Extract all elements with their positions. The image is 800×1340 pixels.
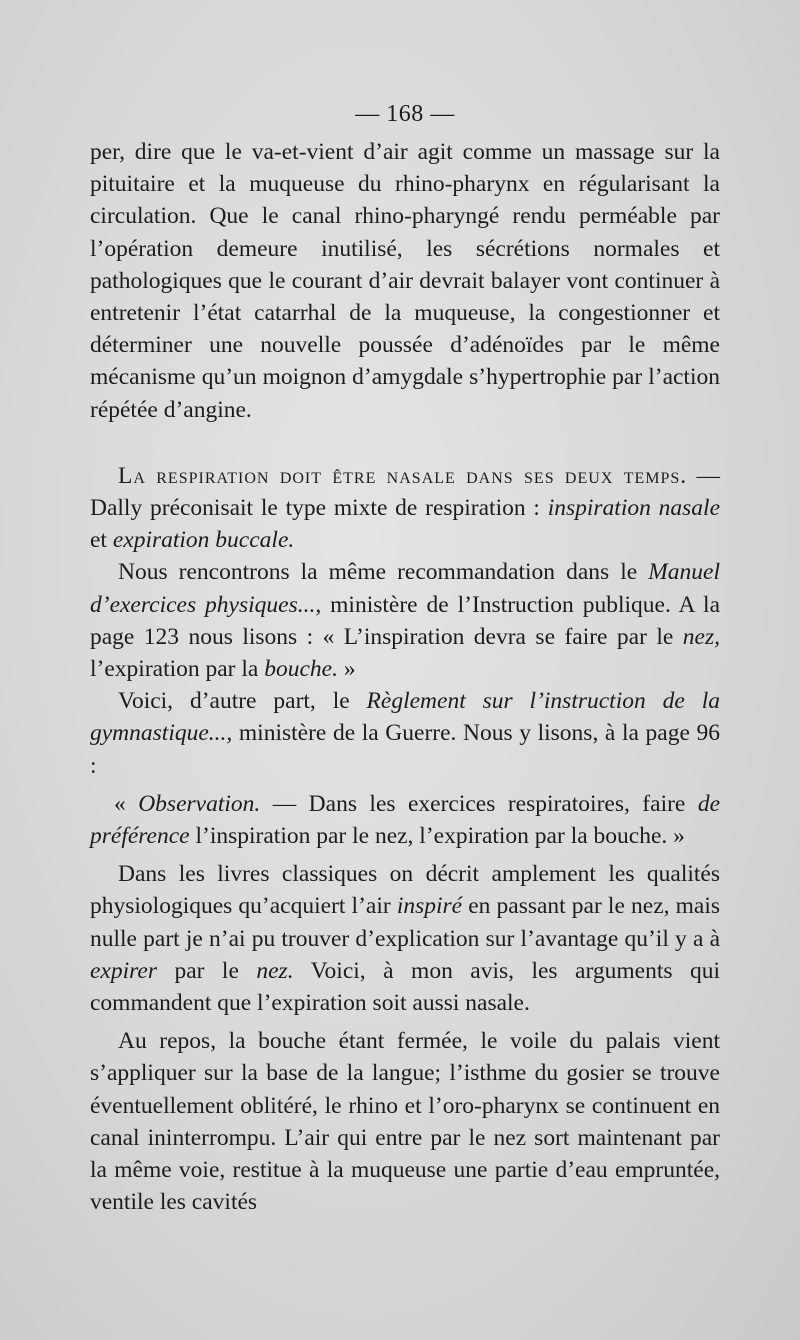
section-heading: La respiration doit être nasale dans ses deux temps. [118, 462, 688, 489]
paragraph-2: La respiration doit être nasale dans ses deux temps. — Dally préconisait le type mixte de respiration : inspiration nasale et expiration buccale. [90, 462, 720, 554]
paragraph-6: Dans les livres classiques on décrit amplement les qualités physiologiques qu’acquiert l’air inspiré en passant par le nez, mais nulle part je n’ai pu trouver d’explication sur l’avantage qu’il y a à expirer par le nez. Voici, à mon avis, les arguments qui commandent que l’expiration soit aussi nasale. [90, 861, 721, 1017]
paragraph-4: Voici, d’autre part, le Règlement sur l’instruction de la gymnastique..., ministère de la Guerre. Nous y lisons, à la page 96 : [90, 688, 720, 779]
page-number: — 168 — [355, 101, 455, 127]
section-gap [90, 426, 720, 460]
paragraph-7: Au repos, la bouche étant fermée, le voile du palais vient s’appliquer sur la base de la langue; l’isthme du gosier se trouve éventuellement oblitéré, le rhino et l’oro-pharynx se continuent en canal ininterrompu. L’air qui entre par le nez sort maintenant par la même voie, restitue à la muqueuse une partie d’eau empruntée, ventile les cavités [90, 1028, 720, 1216]
paragraph-1: per, dire que le va-et-vient d’air agit comme un massage sur la pituitaire et la muqueuse du rhino-pharynx en régularisant la circulation. Que le canal rhino-pharyngé rendu perméable par l’opération demeure inutilisé, les sécrétions normales et pathologiques que le courant d’air devrait balayer vont continuer à entretenir l’état catarrhal de la muqueuse, la congestionner et déterminer une nouvelle poussée d’adénoïdes par le même mécanisme qu’un moignon d’amygdale s’hypertrophie par l’action répétée d’angine. [90, 139, 720, 423]
paragraph-3: Nous rencontrons la même recommandation dans le Manuel d’exercices physiques..., ministère de l’Instruction publique. A la page 123 nous lisons : « L’inspiration devra se faire par le nez, l’expiration par la bouche. » [90, 559, 720, 683]
paragraph-5-quote: « Observation. — Dans les exercices respiratoires, faire de préférence l’inspiration par le nez, l’expiration par la bouche. » [90, 790, 720, 850]
